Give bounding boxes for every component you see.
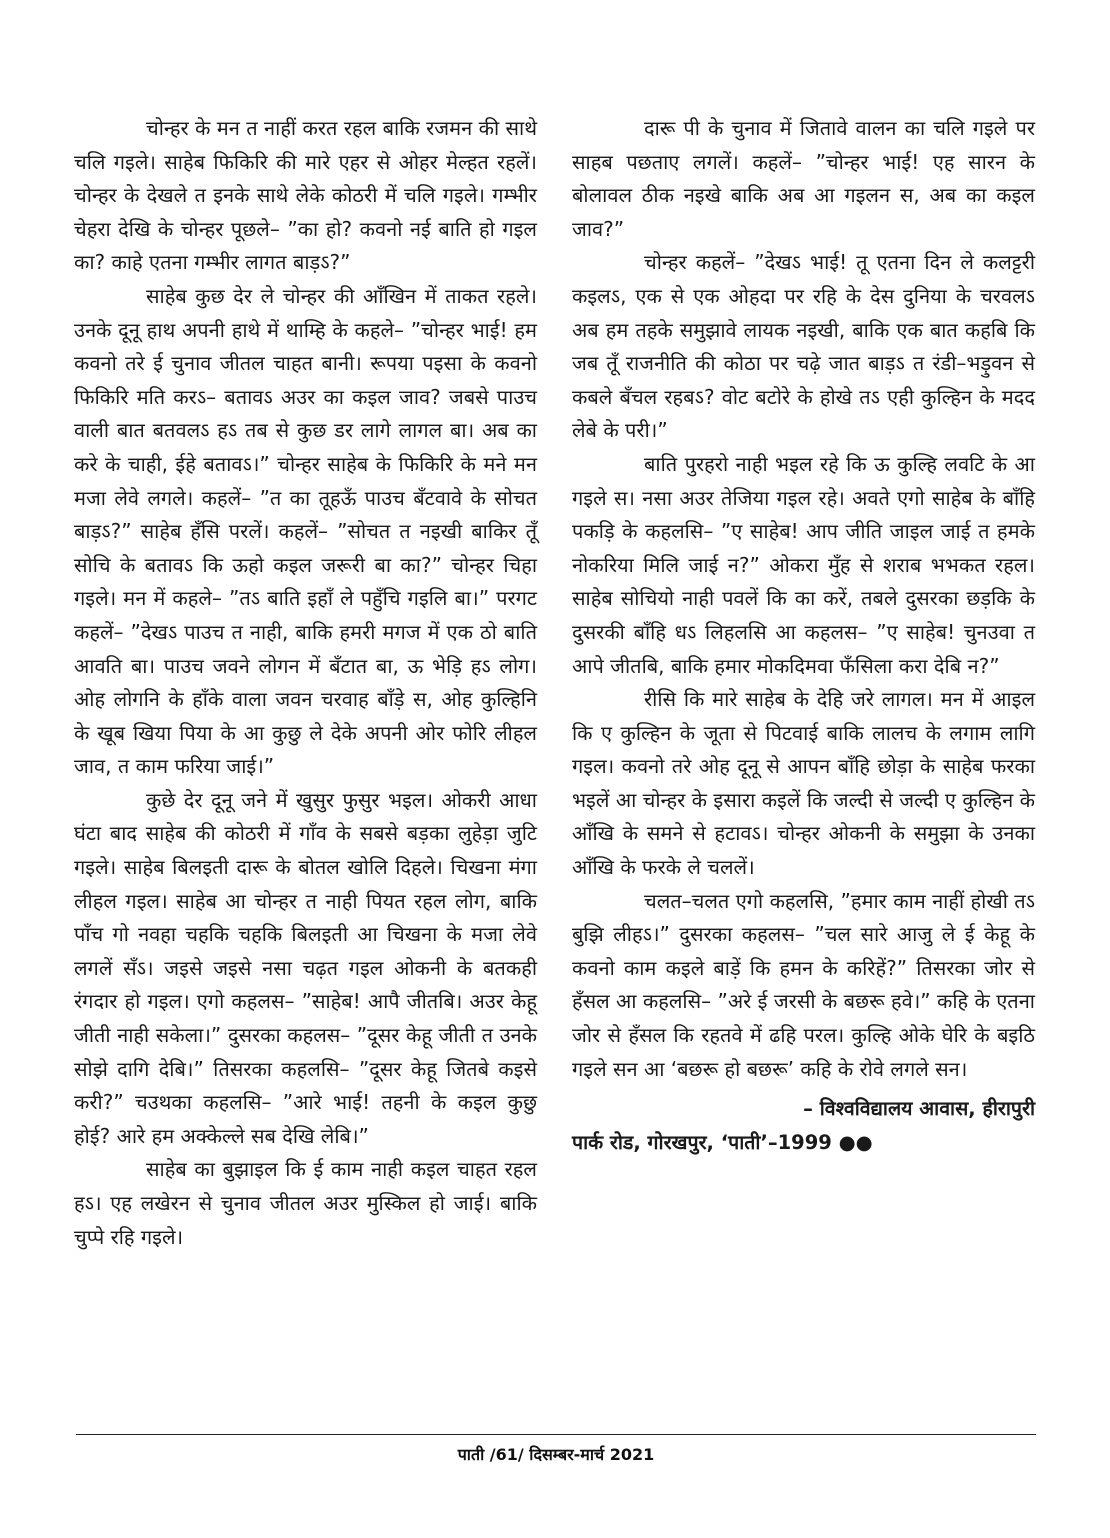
paragraph: चोन्हर के मन त नाहीं करत रहल बाकि रजमन की साथे चलि गइले। साहेब फिकिरि की मारे एहर से ओहर मेल्हत रहलें। चोन्हर के देखले त इनके साथे लेके कोठरी में चलि गइले। गम्भीर चेहरा देखि के चोन्हर पूछले– ”का हो? कवनो नई बाति हो गइल का? काहे एतना गम्भीर लागत बाड़ऽ?” (74, 116, 537, 275)
author-signature (572, 1092, 1035, 1159)
left-column (74, 112, 537, 1254)
signature-line-1: – विश्वविद्यालय आवास, हीरापुरी (803, 1097, 1035, 1121)
paragraph: दारू पी के चुनाव में जितावे वालन का चलि गइले पर साहब पछताए लगलें। कहलें– ”चोन्हर भाई! एह सारन के बोलावल ठीक नइखे बाकि अब आ गइलन स, अब का कइल जाव?” (572, 116, 1035, 241)
paragraph: कुछे देर दूनू जने में खुसुर फुसुर भइल। ओकरी आधा घंटा बाद साहेब की कोठरी में गाँव के सबसे बड़का लुहेड़ा जुटि गइले। साहेब बिलइती दारू के बोतल खोलि दिहले। चिखना मंगा लीहल गइल। साहेब आ चोन्हर त नाही पियत रहल लोग, बाकि पाँच गो नवहा चहकि चहकि बिलइती आ चिखना के मजा लेवे लगलें सँऽ। जइसे जइसे नसा चढ़त गइल ओकनी के बतकही रंगदार हो गइल। एगो कहलस– ”साहेब! आपै जीतबि। अउर केहू जीती नाही सकेला।” दुसरका कहलस– ”दूसर केहू जीती त उनके सोझे दागि देबि।” तिसरका कहलसि– ”दूसर केहू जितबे कइसे करी?” चउथका कहलसि– ”आरे भाई! तहनी के कइल कुछु होई? आरे हम अक्केल्ले सब देखि लेबि।” (74, 787, 537, 1148)
paragraph: साहेब का बुझाइल कि ई काम नाही कइल चाहत रहल हऽ। एह लखेरन से चुनाव जीतल अउर मुस्किल हो जाई। बाकि चुप्पे रहि गइले। (74, 1157, 537, 1249)
paragraph: चलत–चलत एगो कहलसि, ”हमार काम नाहीं होखी तऽ बुझि लीहऽ।” दुसरका कहलस– ”चल सारे आजु ले ई केहू के कवनो काम कइले बाड़ें कि हमन के करिहें?” तिसरका जोर से हँसल आ कहलसि– ”अरे ई जरसी के बछरू हवे।” कहि के एतना जोर से हँसल कि रहतवे में ढहि परल। कुल्हि ओके घेरि के बइठि गइले सन आ ‘बछरू हो बछरू’ कहि के रोवे लगले सन। (572, 888, 1035, 1081)
paragraph: साहेब कुछ देर ले चोन्हर की आँखिन में ताकत रहले। उनके दूनू हाथ अपनी हाथे में थाम्हि के कहले– ”चोन्हर भाई! हम कवनो तरे ई चुनाव जीतल चाहत बानी। रूपया पइसा के कवनो फिकिरि मति करऽ– बतावऽ अउर का कइल जाव? जबसे पाउच वाली बात बतवलऽ हऽ तब से कुछ डर लागे लागल बा। अब का करे के चाही, ईहे बतावऽ।” चोन्हर साहेब के फिकिरि के मने मन मजा लेवे लगले। कहलें– ”त का तूहऊँ पाउच बँटवावे के सोचत बाड़ऽ?” साहेब हँसि परलें। कहलें– ”सोचत त नइखी बाकिर तूँ सोचि के बतावऽ कि ऊहो कइल जरूरी बा का?” चोन्हर चिहा गइले। मन में कहले– ”तऽ बाति इहाँ ले पहुँचि गइलि बा।” परगट कहलें– ”देखऽ पाउच त नाही, बाकि हमरी मगज में एक ठो बाति आवति बा। पाउच जवने लोगन में बँटात बा, ऊ भेड़ि हऽ लोग। ओह लोगनि के हाँके वाला जवन चरवाह बाँड़े स, ओह कुल्हिनि के खूब खिया पिया के आ कुछु ले देके अपनी ओर फोरि लीहल जाव, त काम फरिया जाई।” (74, 283, 537, 779)
page-footer: पाती /61/ दिसम्बर-मार्च 2021 (457, 1445, 655, 1464)
paragraph: बाति पुरहरो नाही भइल रहे कि ऊ कुल्हि लवटि के आ गइले स। नसा अउर तेजिया गइल रहे। अवते एगो साहेब के बाँहि पकड़ि के कहलसि– ”ए साहेब! आप जीति जाइल जाई त हमके नोकरिया मिलि जाई न?” ओकरा मुँह से शराब भभकत रहल। साहेब सोचियो नाही पवलें कि का करें, तबले दुसरका छड़कि के दुसरकी बाँहि धऽ लिहलसि आ कहलस– ”ए साहेब! चुनउवा त आपे जीतबि, बाकि हमार मोकदिमवा फँसिला करा देबि न?” (572, 451, 1035, 678)
paragraph: चोन्हर कहलें– ”देखऽ भाई! तू एतना दिन ले कलट्टरी कइलऽ, एक से एक ओहदा पर रहि के देस दुनिया के चरवलऽ अब हम तहके समुझावे लायक नइखी, बाकि एक बात कहबि कि जब तूँ राजनीति की कोठा पर चढ़े जात बाड़ऽ त रंडी–भड़ुवन से कबले बँचल रहबऽ? वोट बटोरे के होखे तऽ एही कुल्हिन के मदद लेबे के परी।” (572, 250, 1035, 443)
paragraph: रीसि कि मारे साहेब के देहि जरे लागल। मन में आइल कि ए कुल्हिन के जूता से पिटवाई बाकि लालच के लगाम लागि गइल। कवनो तरे ओह दूनू से आपन बाँहि छोड़ा के साहेब फरका भइलें आ चोन्हर के इसारा कइलें कि जल्दी से जल्दी ए कुल्हिन के आँखि के समने से हटावऽ। चोन्हर ओकनी के समुझा के उनका आँखि के फरके ले चललें। (572, 687, 1035, 880)
right-column (572, 112, 1035, 1159)
signature-line-2: पार्क रोड, गोरखपुर, ‘पाती’–1999 ●● (572, 1130, 873, 1154)
footer-divider (76, 1434, 1036, 1435)
